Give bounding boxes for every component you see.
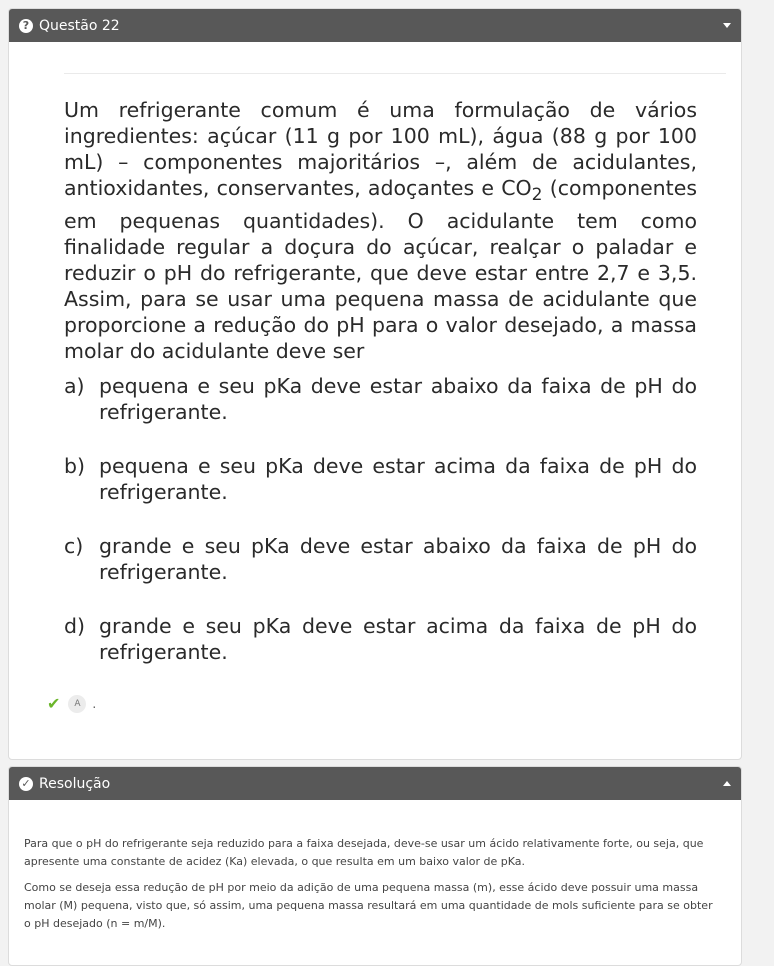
check-circle-icon: ✓ <box>19 777 33 791</box>
answer-suffix: . <box>92 696 97 711</box>
chevron-down-icon[interactable] <box>723 23 731 28</box>
divider <box>64 73 726 74</box>
question-stem <box>64 97 697 364</box>
checkmark-icon: ✔ <box>47 694 61 713</box>
question-panel <box>8 8 742 760</box>
resolution-paragraph: Para que o pH do refrigerante seja reduzido para a faixa desejada, deve-se usar um ácido relativamente forte, ou seja, que apresente uma constante de acidez (Ka) elevada, o que resulta em um baixo valor de pKa. <box>24 837 704 868</box>
answer-row <box>47 694 96 713</box>
chevron-up-icon[interactable] <box>723 781 731 786</box>
answer-badge: A <box>68 695 86 713</box>
resolution-body <box>24 835 714 941</box>
option-text: pequena e seu pKa deve estar abaixo da faixa de pH do refrigerante. <box>99 374 697 424</box>
option-text: grande e seu pKa deve estar acima da faixa de pH do refrigerante. <box>99 614 697 664</box>
options-list <box>64 373 697 693</box>
resolution-title: Resolução <box>39 775 111 792</box>
option-c[interactable] <box>64 533 697 585</box>
option-letter: a) <box>64 374 85 398</box>
resolution-paragraph: Como se deseja essa redução de pH por meio da adição de uma pequena massa (m), esse ácido deve possuir uma massa molar (M) pequena, visto que, só assim, uma pequena massa resultará em uma quantidade de mols suficiente para se obter o pH desejado (n = m/M). <box>24 881 713 930</box>
option-text: pequena e seu pKa deve estar acima da faixa de pH do refrigerante. <box>99 454 697 504</box>
resolution-header[interactable] <box>9 767 741 800</box>
option-letter: d) <box>64 614 86 638</box>
question-circle-icon: ? <box>19 19 33 33</box>
option-letter: c) <box>64 534 84 558</box>
question-header[interactable] <box>9 9 741 42</box>
option-d[interactable] <box>64 613 697 665</box>
option-text: grande e seu pKa deve estar abaixo da faixa de pH do refrigerante. <box>99 534 697 584</box>
question-title: Questão 22 <box>39 17 120 34</box>
stem-part-1: Um refrigerante comum é uma formulação de vários ingredientes: açúcar (11 g por 100 mL), água (88 g por 100 mL) – componentes majoritários –, além de acidulantes, antioxidantes, conservantes, adoçantes e CO <box>64 98 697 200</box>
stem-subscript: 2 <box>531 185 543 206</box>
stem-part-2: (componentes em pequenas quantidades). O acidulante tem como finalidade regular a doçura do açúcar, realçar o paladar e reduzir o pH do refrigerante, que deve estar entre 2,7 e 3,5. Assim, para se usar uma pequena massa de acidulante que proporcione a redução do pH para o valor desejado, a massa molar do acidulante deve ser <box>64 176 697 364</box>
option-b[interactable] <box>64 453 697 505</box>
option-a[interactable] <box>64 373 697 425</box>
option-letter: b) <box>64 454 86 478</box>
